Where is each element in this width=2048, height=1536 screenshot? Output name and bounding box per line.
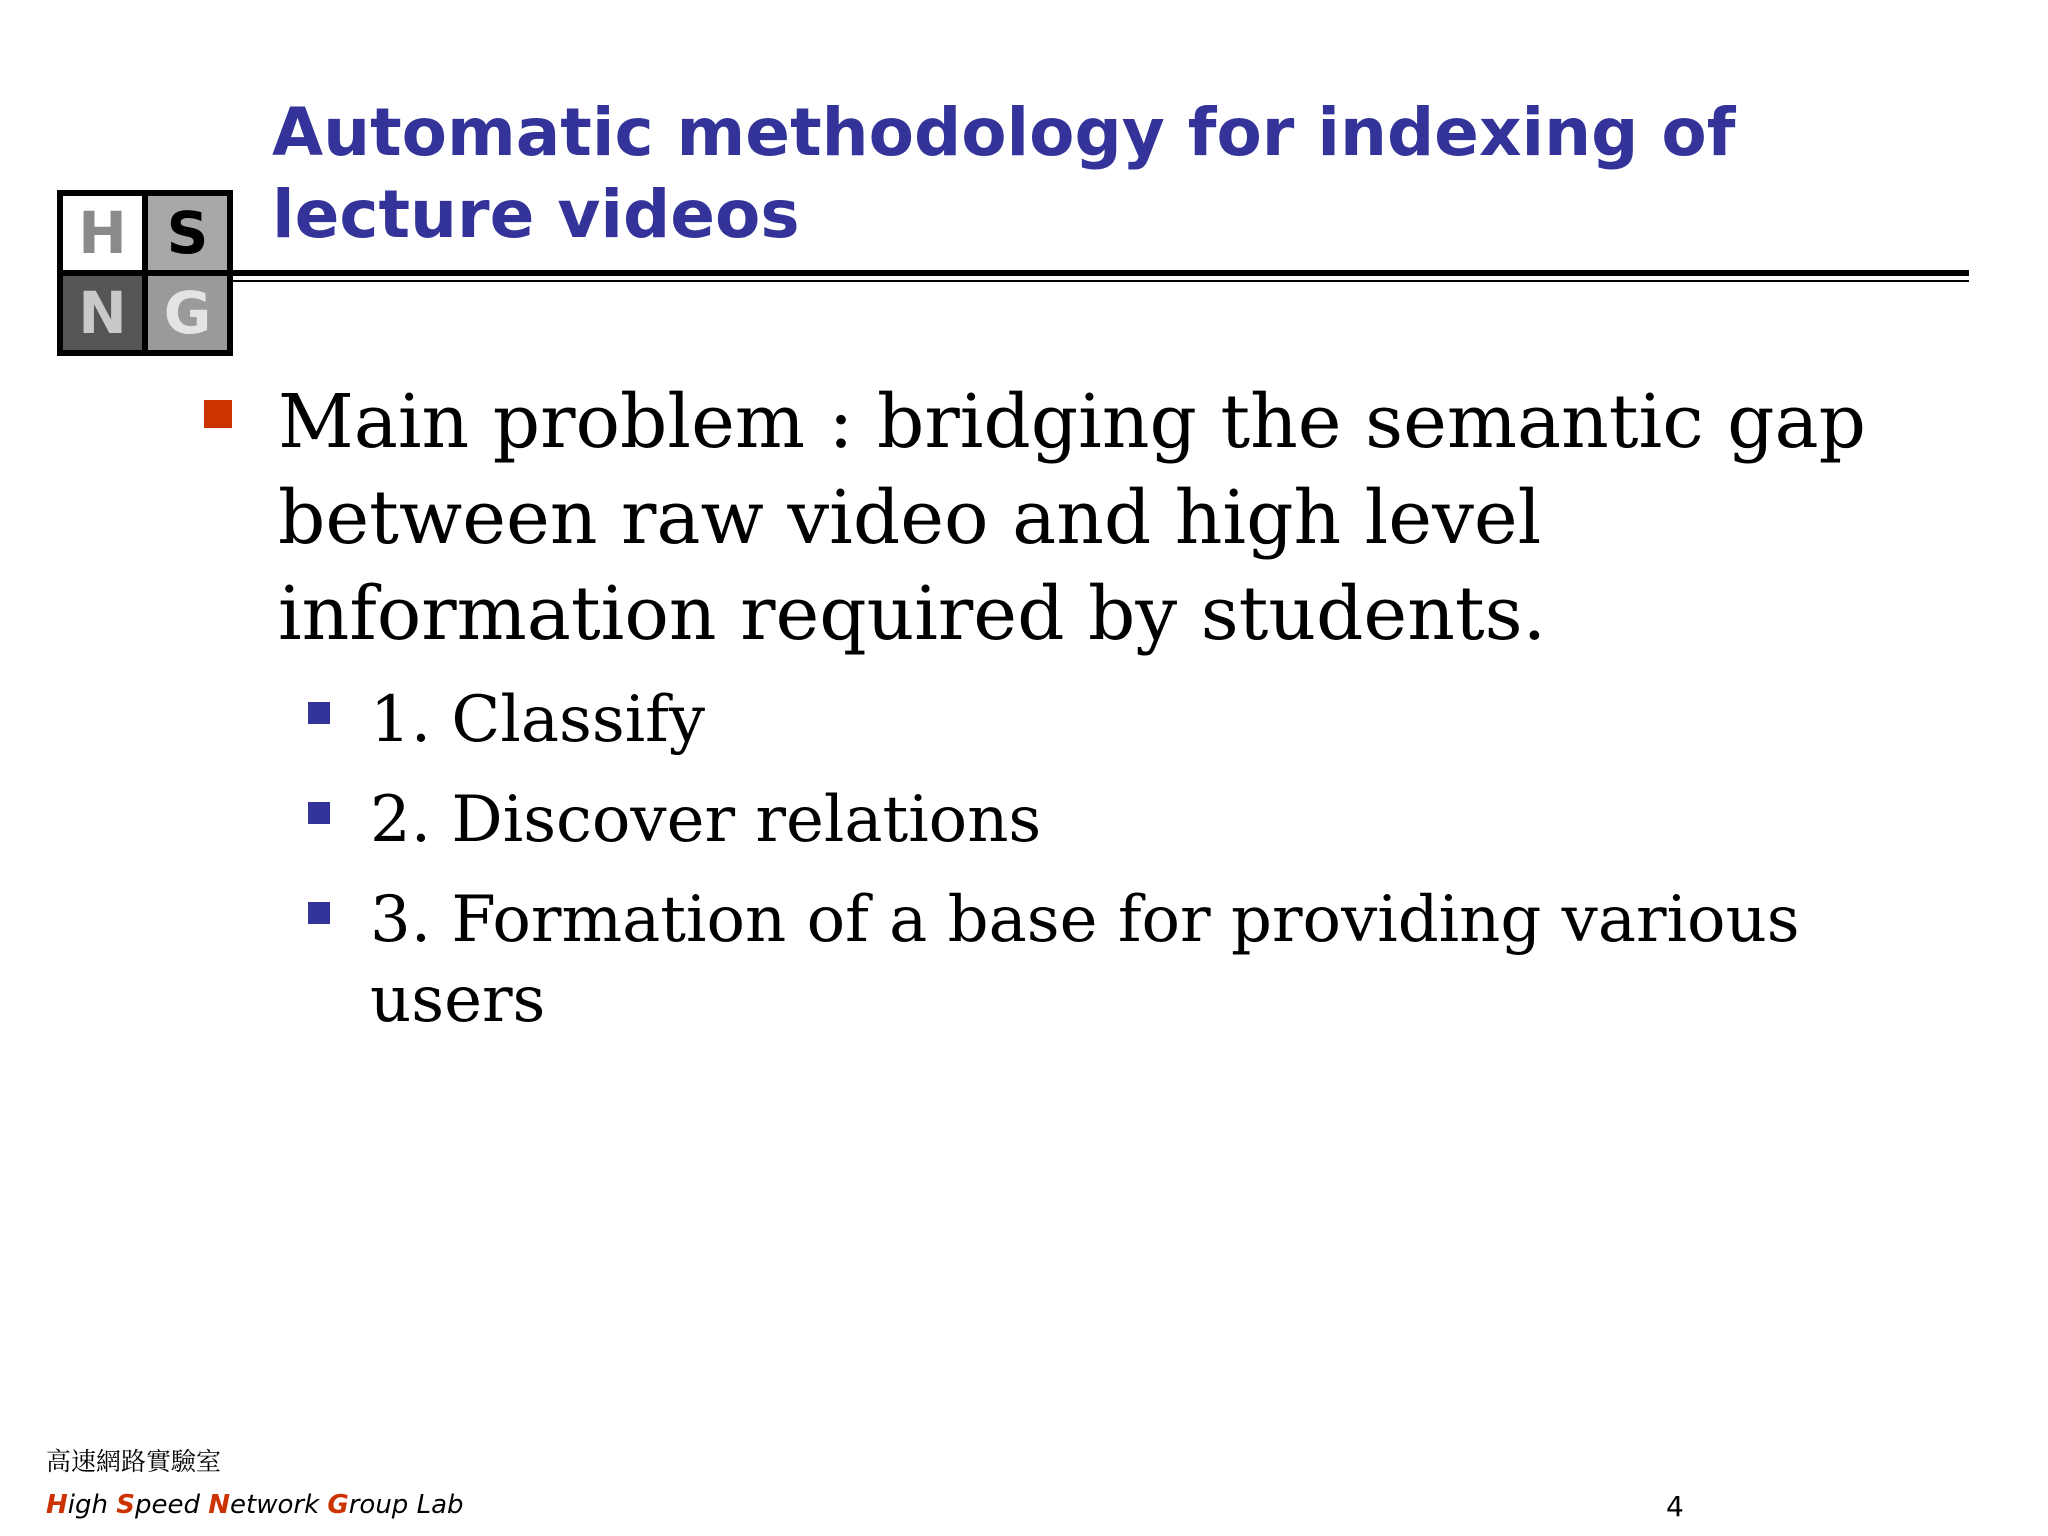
main-bullet-text: Main problem : bridging the semantic gap between raw video and high level information required by students.	[278, 379, 1867, 657]
title-underline	[233, 270, 1969, 276]
footer-initial: H	[46, 1490, 68, 1520]
footer-initial: S	[116, 1490, 135, 1520]
sub-bullet-square-icon	[308, 702, 330, 724]
sub-bullet-square-icon	[308, 902, 330, 924]
footer-initial: G	[327, 1490, 349, 1520]
footer-word-rest: igh	[67, 1490, 108, 1520]
footer-chinese-lab-name: 高速網路實驗室	[46, 1447, 222, 1476]
title-underline-thin	[233, 280, 1969, 282]
bullet-square-icon	[204, 400, 232, 428]
logo-letter-s: S	[148, 196, 227, 270]
footer-lab-name	[46, 1490, 464, 1520]
logo-letter-h: H	[63, 196, 142, 270]
footer-lab-suffix: Lab	[416, 1490, 464, 1520]
logo-letter-g: G	[148, 276, 227, 350]
sub-bullet-square-icon	[308, 802, 330, 824]
footer-word-rest: etwork	[230, 1490, 320, 1520]
footer-initial: N	[208, 1490, 231, 1520]
sub-bullet-2: 2. Discover relations	[370, 783, 1042, 857]
slide-title: Automatic methodology for indexing of lecture videos	[272, 94, 1736, 253]
logo-letter-n: N	[63, 276, 142, 350]
sub-bullet-3: 3. Formation of a base for providing various users	[370, 883, 1800, 1037]
footer-word-rest: roup	[348, 1490, 409, 1520]
hsng-logo	[57, 190, 233, 356]
sub-bullet-1: 1. Classify	[370, 683, 705, 757]
footer-word-rest: peed	[134, 1490, 200, 1520]
page-number: 4	[1666, 1490, 1684, 1523]
